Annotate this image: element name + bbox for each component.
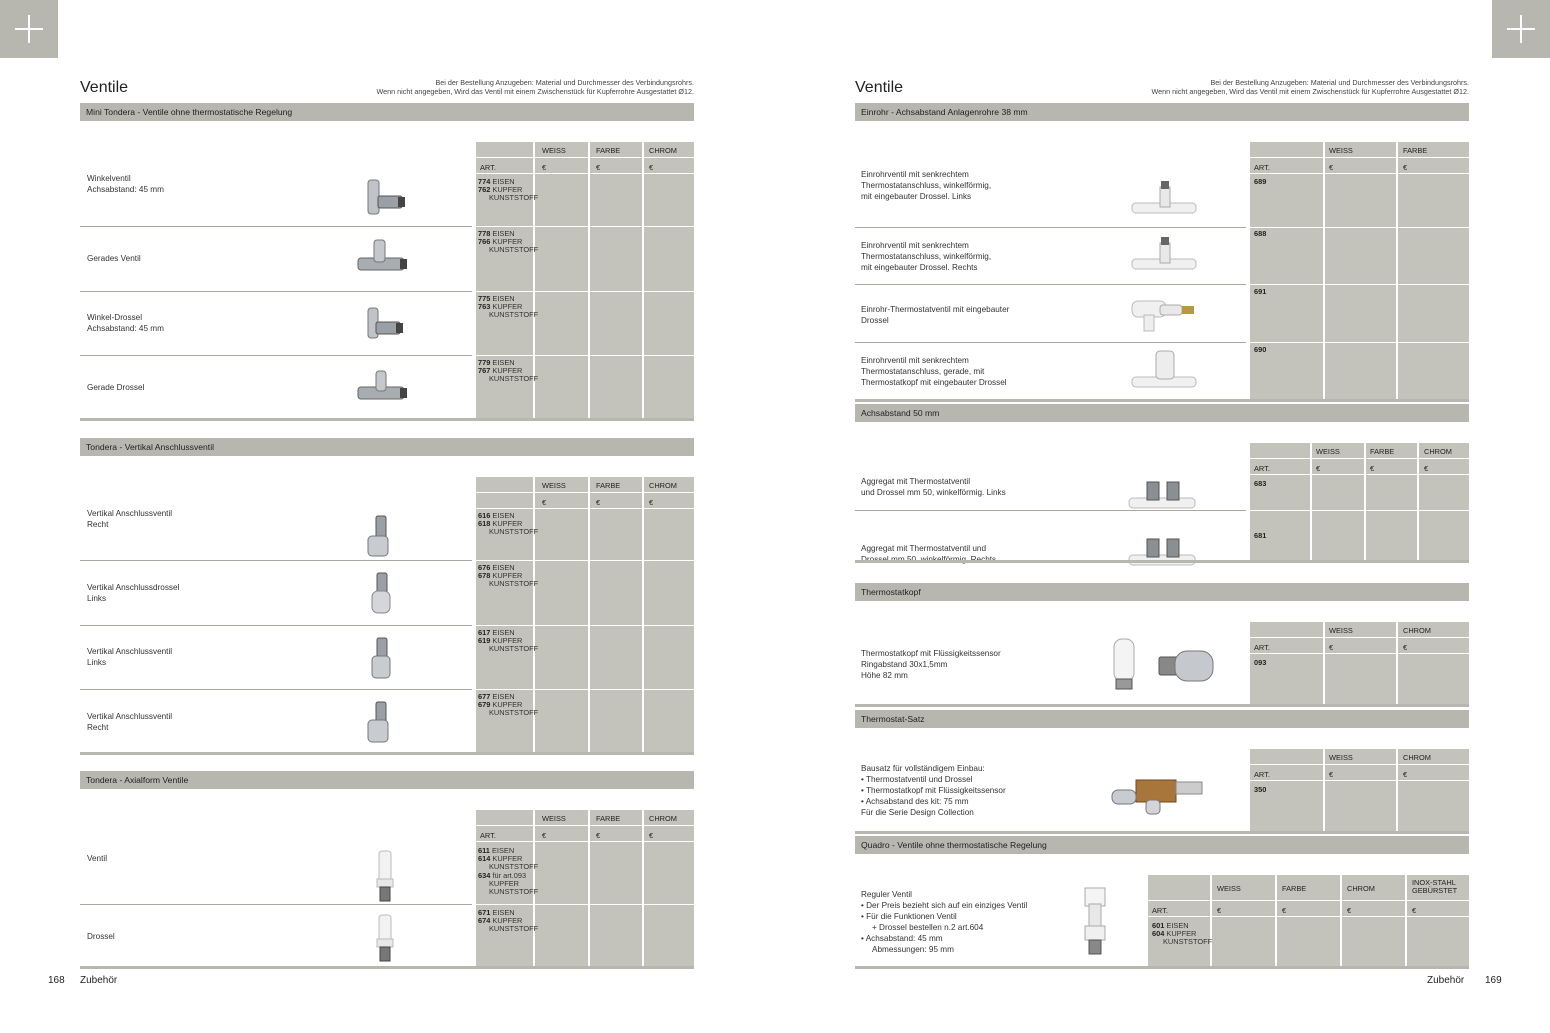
quadro-valve-icon — [1081, 886, 1109, 958]
art-numbers: 774 EISEN 762 KUPFER KUNSTSTOFF — [478, 177, 539, 203]
col-weiss: WEISS — [542, 814, 566, 823]
one-pipe-valve-head-icon — [1130, 347, 1200, 395]
art-number: 681 — [1254, 531, 1267, 540]
art-numbers: 601 EISEN 604 KUPFER KUNSTSTOFF — [1152, 921, 1213, 947]
art-numbers: 611 EISEN 614 KUPFER KUNSTSTOFF 634 für art.093 KUPFER KUNSTSTOFF — [478, 846, 539, 897]
product-desc: Winkelventil Achsabstand: 45 mm — [87, 174, 164, 194]
one-pipe-valve-icon — [1130, 179, 1200, 221]
col-chrom: CHROM — [649, 481, 677, 490]
euro-chrom: € — [1403, 770, 1408, 779]
product-desc: Winkel-Drossel Achsabstand: 45 mm — [87, 313, 164, 333]
art-numbers: 676 EISEN 678 KUPFER KUNSTSTOFF — [478, 563, 539, 589]
art-numbers: 617 EISEN 619 KUPFER KUNSTSTOFF — [478, 628, 539, 654]
thermostat-head-white-icon — [1110, 637, 1138, 693]
art-number: 689 — [1254, 177, 1267, 186]
straight-lockshield-icon — [356, 369, 410, 409]
col-weiss: WEISS — [1217, 884, 1241, 893]
section-name-right: Zubehör — [1427, 975, 1465, 986]
one-pipe-valve-icon — [1130, 235, 1200, 277]
product-desc: Vertikal Anschlussventil Recht — [87, 712, 173, 732]
product-desc: Reguler Ventil • Der Preis bezieht sich auf ein einziges Ventil • Für die Funktionen Ventil + Drossel bestellen n.2 art.604 • Achsabstand: 45 mm Abmessungen: 95 mm — [861, 890, 1028, 954]
col-inox: INOX-STAHL GEBÜRSTET — [1412, 878, 1458, 895]
col-farbe: FARBE — [1282, 884, 1307, 893]
art-number: 093 — [1254, 658, 1267, 667]
euro-weiss: € — [1316, 464, 1321, 473]
order-note-right: Bei der Bestellung Anzugeben: Material und Durchmesser des Verbindungsrohrs. Wenn nicht angegeben, Wird das Ventil mit einem Zwischenstück für Kupferrohre Ausgestattet Ø12. — [1151, 78, 1469, 96]
product-desc: Bausatz für vollständigem Einbau: • Thermostatventil und Drossel • Thermostatkopf mit Flüssigkeitssensor • Achsabstand des kit: 75 mm Für die Serie Design Collection — [861, 764, 1006, 817]
section-title: Thermostat-Satz — [855, 710, 1469, 728]
art-numbers: 677 EISEN 679 KUPFER KUNSTSTOFF — [478, 692, 539, 718]
valve-block-icon — [1127, 478, 1199, 512]
section-einrohr — [855, 103, 1469, 399]
thermostat-head-chrome-icon — [1157, 647, 1217, 687]
page-title-right: Ventile — [855, 79, 904, 96]
col-chrom: CHROM — [1403, 753, 1431, 762]
col-art: ART. — [1254, 770, 1270, 779]
col-farbe: FARBE — [596, 146, 621, 155]
product-desc: Vertikal Anschlussventil Recht — [87, 509, 173, 529]
euro-weiss: € — [1217, 906, 1222, 915]
corner-plus-icon-right — [1492, 0, 1550, 58]
page-number-right: 169 — [1485, 975, 1502, 986]
product-desc: Vertikal Anschlussventil Links — [87, 647, 173, 667]
product-desc: Einrohrventil mit senkrechtem Thermostatanschluss, winkelförmig, mit eingebauter Drossel. Rechts — [861, 241, 992, 272]
col-chrom: CHROM — [1347, 884, 1375, 893]
one-pipe-thermostatic-valve-icon — [1130, 291, 1200, 335]
section-achsabstand-50 — [855, 404, 1469, 560]
euro-farbe: € — [1403, 163, 1408, 172]
euro-chrom: € — [1347, 906, 1352, 915]
col-chrom: CHROM — [649, 814, 677, 823]
euro-chrom: € — [649, 163, 654, 172]
euro-weiss: € — [542, 498, 547, 507]
section-title: Tondera - Axialform Ventile — [80, 771, 694, 789]
product-desc: Einrohr-Thermostatventil mit eingebauter Drossel — [861, 305, 1010, 325]
section-thermostatkopf — [855, 583, 1469, 704]
angle-valve-icon — [360, 176, 410, 222]
euro-weiss: € — [542, 163, 547, 172]
vertical-valve-icon — [368, 636, 398, 682]
euro-chrom: € — [1403, 643, 1408, 652]
art-numbers: 778 EISEN 766 KUPFER KUNSTSTOFF — [478, 229, 539, 255]
col-farbe: FARBE — [1403, 146, 1428, 155]
axial-lockshield-icon — [374, 913, 396, 963]
col-weiss: WEISS — [542, 146, 566, 155]
thermostat-kit-icon — [1110, 774, 1206, 816]
euro-farbe: € — [1282, 906, 1287, 915]
col-chrom: CHROM — [1424, 447, 1452, 456]
product-desc: Gerade Drossel — [87, 383, 145, 392]
section-title: Einrohr - Achsabstand Anlagenrohre 38 mm — [855, 103, 1469, 121]
section-title: Mini Tondera - Ventile ohne thermostatische Regelung — [80, 103, 694, 121]
page-title-left: Ventile — [80, 79, 129, 96]
art-numbers: 779 EISEN 767 KUPFER KUNSTSTOFF — [478, 358, 539, 384]
product-desc: Einrohrventil mit senkrechtem Thermostatanschluss, winkelförmig, mit eingebauter Drossel. Links — [861, 170, 992, 201]
art-numbers: 671 EISEN 674 KUPFER KUNSTSTOFF — [478, 908, 539, 934]
product-desc: Ventil — [87, 854, 108, 863]
axial-valve-icon — [374, 849, 396, 903]
section-title: Achsabstand 50 mm — [855, 404, 1469, 422]
art-number: 688 — [1254, 229, 1267, 238]
euro-chrom: € — [649, 831, 654, 840]
section-name-left: Zubehör — [80, 975, 118, 986]
euro-farbe: € — [596, 163, 601, 172]
col-weiss: WEISS — [1316, 447, 1340, 456]
page-number-left: 168 — [48, 975, 65, 986]
product-desc: Thermostatkopf mit Flüssigkeitssensor Ringabstand 30x1,5mm Höhe 82 mm — [861, 649, 1001, 680]
col-farbe: FARBE — [596, 814, 621, 823]
vertical-valve-icon — [364, 514, 398, 560]
col-farbe: FARBE — [596, 481, 621, 490]
section-thermostat-satz — [855, 710, 1469, 831]
col-art: ART. — [1254, 163, 1270, 172]
col-chrom: CHROM — [649, 146, 677, 155]
art-numbers: 616 EISEN 618 KUPFER KUNSTSTOFF — [478, 511, 539, 537]
section-title: Tondera - Vertikal Anschlussventil — [80, 438, 694, 456]
art-number: 683 — [1254, 479, 1267, 488]
euro-weiss: € — [1329, 770, 1334, 779]
col-art: ART. — [480, 163, 496, 172]
section-quadro — [855, 836, 1469, 966]
euro-farbe: € — [596, 498, 601, 507]
product-desc: Vertikal Anschlussdrossel Links — [87, 583, 180, 603]
col-art: ART. — [1152, 906, 1168, 915]
col-farbe: FARBE — [1370, 447, 1395, 456]
col-weiss: WEISS — [1329, 146, 1353, 155]
product-desc: Aggregat mit Thermostatventil und — [861, 544, 986, 553]
product-desc: Gerades Ventil — [87, 254, 141, 263]
art-number: 691 — [1254, 287, 1267, 296]
col-art: ART. — [1254, 643, 1270, 652]
col-weiss: WEISS — [542, 481, 566, 490]
angle-lockshield-icon — [360, 306, 410, 348]
section-tondera-vertikal — [80, 438, 694, 752]
product-desc: Drossel — [87, 932, 115, 941]
euro-weiss: € — [542, 831, 547, 840]
euro-chrom: € — [1424, 464, 1429, 473]
section-title: Quadro - Ventile ohne thermostatische Regelung — [855, 836, 1469, 854]
vertical-valve-icon — [366, 700, 396, 746]
euro-farbe: € — [1370, 464, 1375, 473]
vertical-lockshield-icon — [368, 571, 398, 617]
art-numbers: 775 EISEN 763 KUPFER KUNSTSTOFF — [478, 294, 539, 320]
col-chrom: CHROM — [1403, 626, 1431, 635]
corner-plus-icon-left — [0, 0, 58, 58]
col-art: ART. — [1254, 464, 1270, 473]
euro-inox: € — [1412, 906, 1417, 915]
straight-valve-icon — [356, 236, 410, 282]
art-number: 350 — [1254, 785, 1267, 794]
col-weiss: WEISS — [1329, 753, 1353, 762]
section-mini-tondera — [80, 103, 694, 418]
col-art: ART. — [480, 831, 496, 840]
col-weiss: WEISS — [1329, 626, 1353, 635]
euro-chrom: € — [649, 498, 654, 507]
euro-farbe: € — [596, 831, 601, 840]
order-note-left: Bei der Bestellung Anzugeben: Material und Durchmesser des Verbindungsrohrs. Wenn nicht angegeben, Wird das Ventil mit einem Zwischenstück für Kupferrohre Ausgestattet Ø12. — [376, 78, 694, 96]
section-tondera-axialform — [80, 771, 694, 966]
product-desc: Aggregat mit Thermostatventil und Drossel mm 50, winkelförmig. Links — [861, 477, 1006, 497]
art-number: 690 — [1254, 345, 1267, 354]
section-title: Thermostatkopf — [855, 583, 1469, 601]
product-desc: Einrohrventil mit senkrechtem Thermostatanschluss, gerade, mit Thermostatkopf mit eingebauter Drossel — [861, 356, 1007, 387]
euro-weiss: € — [1329, 643, 1334, 652]
valve-block-icon — [1127, 535, 1199, 569]
euro-weiss: € — [1329, 163, 1334, 172]
